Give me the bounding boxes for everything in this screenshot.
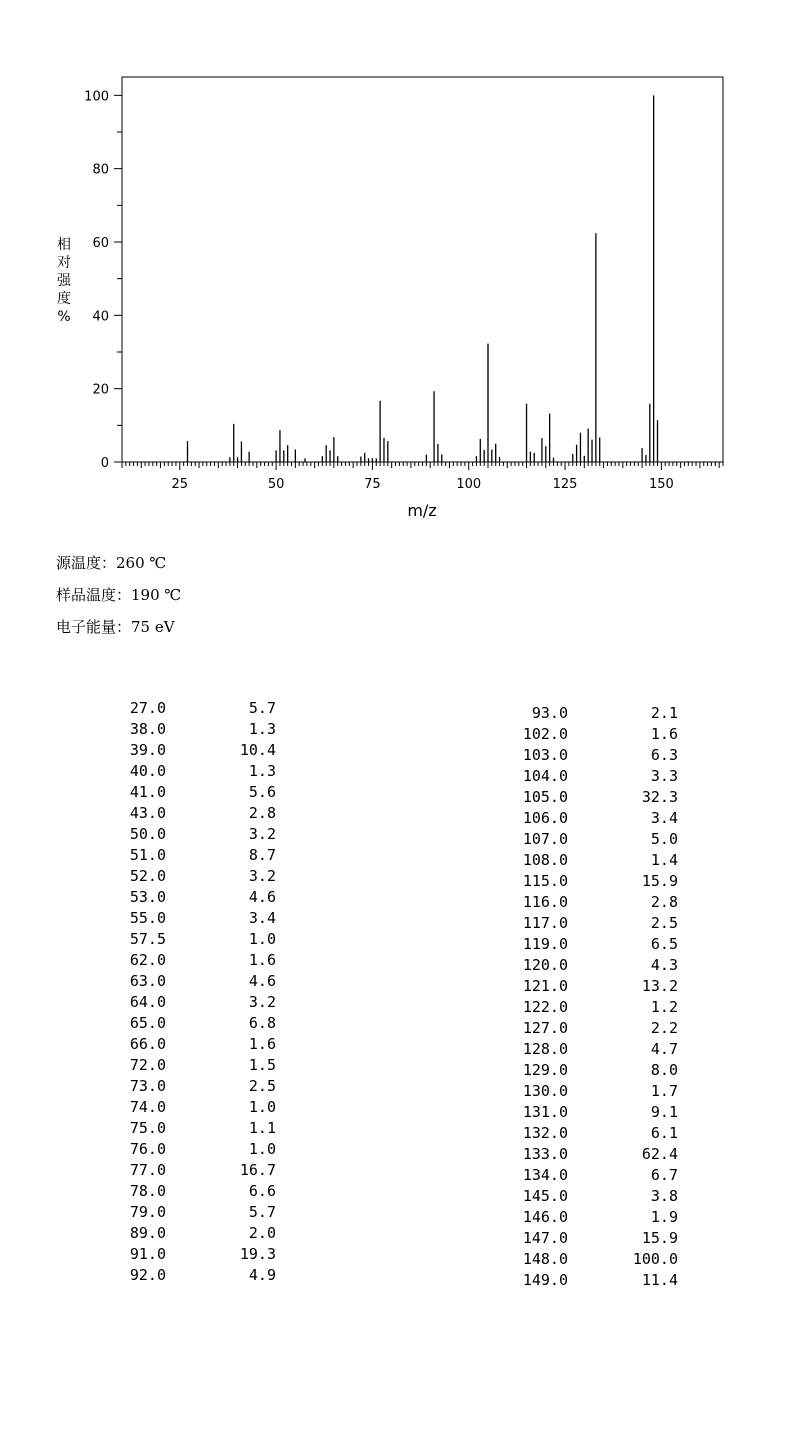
peak-table-row [122,1076,282,1097]
abundance-value: 62.4 [641,1145,678,1163]
peak-table-row [122,824,282,845]
mz-value: 76.0 [129,1140,166,1158]
peak-table-row [512,724,682,745]
mz-value: 115.0 [522,872,568,890]
peak-table-row [122,698,282,719]
mz-value: 102.0 [522,725,568,743]
abundance-value: 4.6 [248,972,276,990]
peak-table-row [122,845,282,866]
peak-table-row [122,1097,282,1118]
peak-table-row [512,997,682,1018]
mz-value: 130.0 [522,1082,568,1100]
mz-value: 117.0 [522,914,568,932]
abundance-value: 100.0 [632,1250,678,1268]
abundance-value: 15.9 [641,1229,678,1247]
y-axis-label-char: 强 [57,273,71,289]
x-tick-label: 150 [648,477,674,492]
mz-value: 129.0 [522,1061,568,1079]
abundance-value: 4.7 [650,1040,678,1058]
abundance-value: 1.0 [248,1140,276,1158]
mz-value: 120.0 [522,956,568,974]
plot-frame [122,77,723,462]
abundance-value: 19.3 [239,1245,276,1263]
abundance-value: 8.7 [248,846,276,864]
peak-table-row [122,803,282,824]
mz-value: 62.0 [129,951,166,969]
axis-ticks [84,89,723,492]
abundance-value: 4.3 [650,956,678,974]
abundance-value: 16.7 [239,1161,276,1179]
peak-table-row [512,934,682,955]
x-tick-label: 125 [552,477,578,492]
mz-value: 128.0 [522,1040,568,1058]
peak-table-row [122,950,282,971]
mz-value: 75.0 [129,1119,166,1137]
y-axis-label-char: 对 [57,255,71,271]
abundance-value: 5.7 [248,1203,276,1221]
x-tick-label: 100 [456,477,482,492]
abundance-value: 2.0 [248,1224,276,1242]
abundance-value: 5.6 [248,783,276,801]
peak-table-row [122,1202,282,1223]
x-tick-label: 25 [171,477,189,492]
abundance-value: 3.3 [650,767,678,785]
abundance-value: 4.9 [248,1266,276,1284]
x-tick-label: 50 [267,477,285,492]
peak-table-row [512,892,682,913]
peak-table-row [122,1055,282,1076]
abundance-value: 2.1 [650,704,678,722]
abundance-value: 15.9 [641,872,678,890]
peak-table-row [512,850,682,871]
peak-table-row [122,719,282,740]
mz-value: 73.0 [129,1077,166,1095]
mz-value: 116.0 [522,893,568,911]
y-tick-label: 20 [92,382,109,398]
abundance-value: 3.2 [248,993,276,1011]
mz-value: 106.0 [522,809,568,827]
mz-value: 64.0 [129,993,166,1011]
abundance-value: 4.6 [248,888,276,906]
peak-table-row [512,829,682,850]
abundance-value: 8.0 [650,1061,678,1079]
peak-table-row [512,976,682,997]
mz-value: 40.0 [129,762,166,780]
abundance-value: 6.8 [248,1014,276,1032]
mz-value: 74.0 [129,1098,166,1116]
mass-spectrum-chart [0,0,794,530]
mz-value: 148.0 [522,1250,568,1268]
mz-value: 132.0 [522,1124,568,1142]
y-tick-label: 80 [92,162,109,178]
mz-value: 105.0 [522,788,568,806]
peak-table-row [512,913,682,934]
peak-table-row [512,1270,682,1291]
mz-value: 121.0 [522,977,568,995]
mz-value: 149.0 [522,1271,568,1289]
mz-value: 50.0 [129,825,166,843]
peak-table-row [512,1102,682,1123]
abundance-value: 13.2 [641,977,678,995]
mz-value: 145.0 [522,1187,568,1205]
abundance-value: 3.4 [248,909,276,927]
abundance-value: 2.8 [650,893,678,911]
peak-table-row [122,740,282,761]
peak-table-row [512,1144,682,1165]
mz-value: 63.0 [129,972,166,990]
peak-table-row [122,1244,282,1265]
y-axis-label-char: 相 [57,237,71,253]
mz-value: 131.0 [522,1103,568,1121]
peak-table-row [512,745,682,766]
abundance-value: 3.2 [248,825,276,843]
y-axis-label-char: % [57,309,71,325]
peak-table-row [512,955,682,976]
abundance-value: 1.6 [248,951,276,969]
peak-table-row [122,761,282,782]
peak-table-row [512,1123,682,1144]
y-tick-label: 100 [84,89,109,105]
peak-table-row [122,866,282,887]
x-axis-label: m/z [407,501,437,520]
abundance-value: 6.6 [248,1182,276,1200]
peak-table-row [512,1249,682,1270]
peak-table-row [122,929,282,950]
peak-table-row [512,1207,682,1228]
abundance-value: 1.4 [650,851,678,869]
mz-value: 66.0 [129,1035,166,1053]
peak-table-row [512,703,682,724]
peak-group [187,95,657,462]
mz-value: 79.0 [129,1203,166,1221]
abundance-value: 3.2 [248,867,276,885]
peak-table-row [122,1160,282,1181]
y-tick-label: 60 [92,236,109,251]
peak-table-row [512,1228,682,1249]
peak-table-row [122,1013,282,1034]
mz-value: 104.0 [522,767,568,785]
sample-temperature: 样品温度：190 ℃ [56,586,182,604]
x-tick-label: 75 [364,477,381,492]
peak-table-row [122,1118,282,1139]
peak-table-row [122,992,282,1013]
abundance-value: 1.7 [650,1082,678,1100]
mz-value: 27.0 [129,699,166,717]
y-tick-label: 40 [92,309,109,325]
mz-value: 92.0 [129,1266,166,1284]
abundance-value: 2.8 [248,804,276,822]
peak-table-row [122,908,282,929]
peak-table-row [122,1181,282,1202]
mz-value: 103.0 [522,746,568,764]
mz-value: 89.0 [129,1224,166,1242]
mz-value: 107.0 [522,830,568,848]
mz-value: 41.0 [129,783,166,801]
peak-table-row [512,1018,682,1039]
peak-table-left [122,698,282,1286]
y-axis-label-char: 度 [57,291,71,307]
abundance-value: 11.4 [641,1271,678,1289]
mz-value: 134.0 [522,1166,568,1184]
abundance-value: 2.5 [248,1077,276,1095]
abundance-value: 1.3 [248,762,276,780]
abundance-value: 1.1 [248,1119,276,1137]
abundance-value: 1.9 [650,1208,678,1226]
mz-value: 65.0 [129,1014,166,1032]
mz-value: 93.0 [531,704,568,722]
mz-value: 77.0 [129,1161,166,1179]
mz-value: 52.0 [129,867,166,885]
peak-table-row [122,971,282,992]
peak-table-row [512,1060,682,1081]
peak-table-row [512,1186,682,1207]
peak-table-row [122,782,282,803]
peak-table-row [512,871,682,892]
mz-value: 122.0 [522,998,568,1016]
abundance-value: 1.3 [248,720,276,738]
abundance-value: 6.5 [650,935,678,953]
mz-value: 108.0 [522,851,568,869]
abundance-value: 5.0 [650,830,678,848]
mz-value: 57.5 [129,930,166,948]
peak-table-row [122,1223,282,1244]
mz-value: 53.0 [129,888,166,906]
abundance-value: 1.5 [248,1056,276,1074]
y-axis-label [57,236,72,325]
peak-table-row [512,808,682,829]
abundance-value: 10.4 [239,741,276,759]
peak-table-row [122,887,282,908]
mz-value: 91.0 [129,1245,166,1263]
peak-table-row [122,1265,282,1286]
mz-value: 39.0 [129,741,166,759]
mz-value: 78.0 [129,1182,166,1200]
mz-value: 72.0 [129,1056,166,1074]
abundance-value: 5.7 [248,699,276,717]
source-temperature: 源温度：260 ℃ [56,554,167,572]
mz-value: 119.0 [522,935,568,953]
abundance-value: 3.4 [650,809,678,827]
abundance-value: 1.6 [650,725,678,743]
mz-value: 147.0 [522,1229,568,1247]
mz-value: 38.0 [129,720,166,738]
abundance-value: 6.7 [650,1166,678,1184]
peak-table-row [512,766,682,787]
abundance-value: 1.0 [248,1098,276,1116]
electron-energy: 电子能量：75 eV [56,618,175,636]
abundance-value: 32.3 [641,788,678,806]
peak-table-row [512,1039,682,1060]
y-tick-label: 0 [100,456,109,471]
mz-value: 146.0 [522,1208,568,1226]
abundance-value: 6.1 [650,1124,678,1142]
abundance-value: 2.2 [650,1019,678,1037]
peak-table-row [512,1165,682,1186]
abundance-value: 1.2 [650,998,678,1016]
abundance-value: 1.0 [248,930,276,948]
abundance-value: 9.1 [650,1103,678,1121]
mz-value: 133.0 [522,1145,568,1163]
peak-table-row [122,1034,282,1055]
peak-table-row [122,1139,282,1160]
abundance-value: 6.3 [650,746,678,764]
mz-value: 43.0 [129,804,166,822]
mz-value: 51.0 [129,846,166,864]
mz-value: 127.0 [522,1019,568,1037]
mz-value: 55.0 [129,909,166,927]
peak-table-right [512,703,682,1291]
abundance-value: 2.5 [650,914,678,932]
peak-table-row [512,787,682,808]
peak-table-row [512,1081,682,1102]
abundance-value: 3.8 [650,1187,678,1205]
abundance-value: 1.6 [248,1035,276,1053]
